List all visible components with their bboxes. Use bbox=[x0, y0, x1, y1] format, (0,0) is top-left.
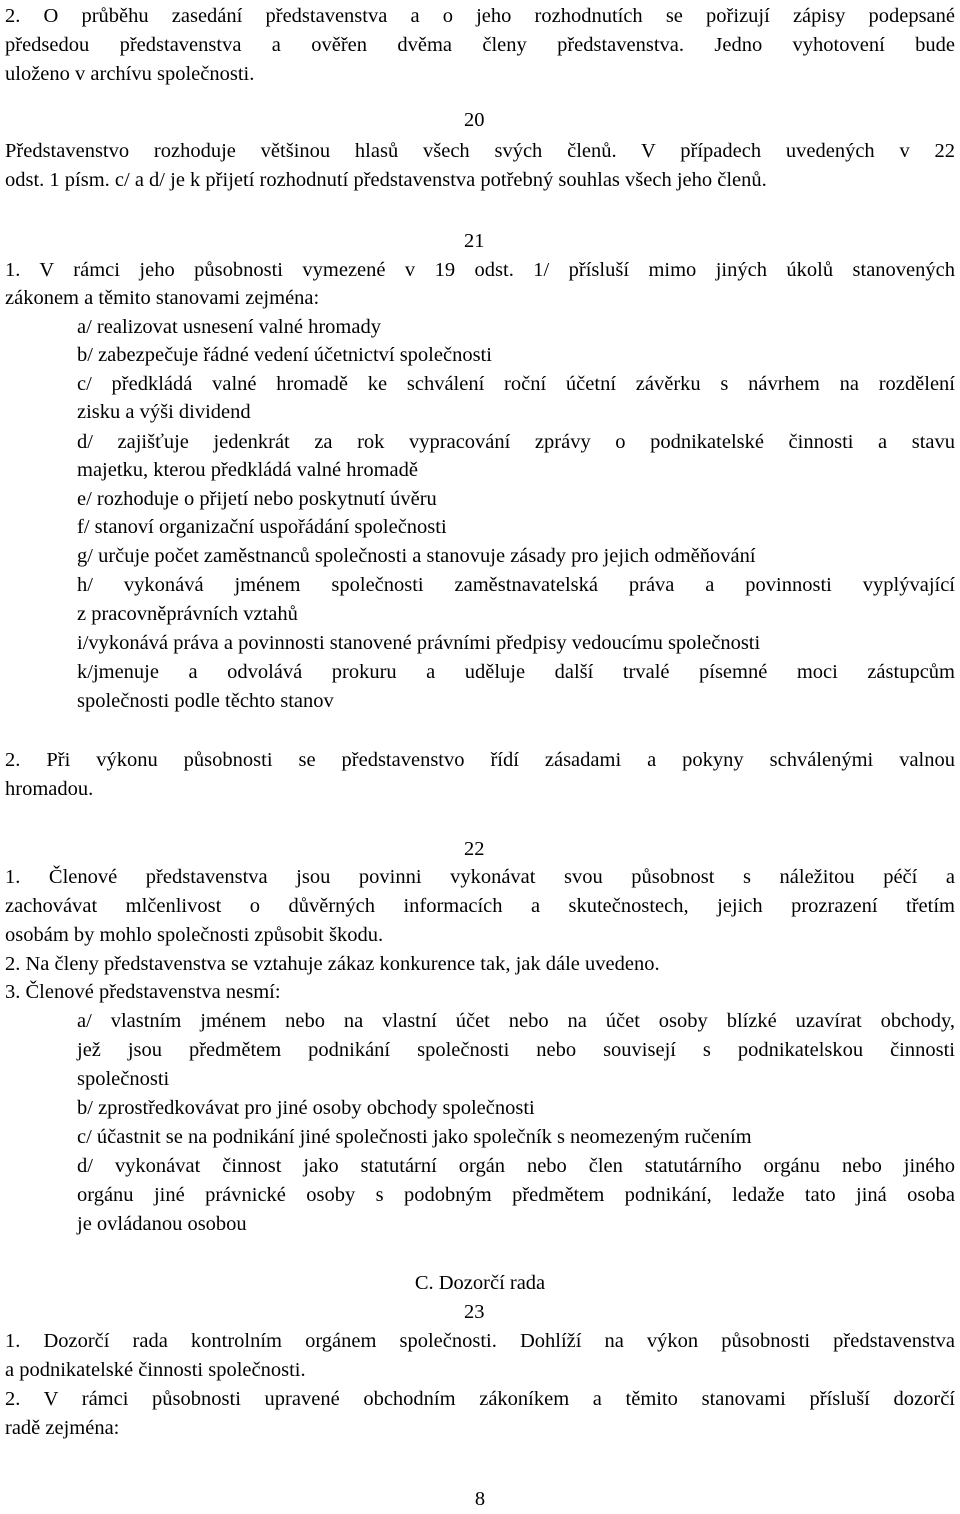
page-number: 8 bbox=[474, 1488, 486, 1510]
text-line: je ovládanou osobou bbox=[77, 1213, 247, 1235]
text-line: 2. O průběhu zasedání představenstva a o jeho rozhodnutích se pořizují zápisy podepsané bbox=[5, 5, 955, 27]
chapter-heading: C. Dozorčí rada bbox=[414, 1272, 546, 1294]
text-line: společnosti podle těchto stanov bbox=[77, 690, 334, 712]
text-line: předsedou představenstva a ověřen dvěma členy představenstva. Jedno vyhotovení bude bbox=[5, 34, 955, 56]
section-heading: 21 bbox=[464, 230, 485, 252]
text-line: k/jmenuje a odvolává prokuru a uděluje další trvalé písemné moci zástupcům bbox=[77, 661, 955, 683]
text-line: odst. 1 písm. c/ a d/ je k přijetí rozhodnutí představenstva potřebný souhlas všech jeho členů. bbox=[5, 169, 767, 191]
text-line: 1. Dozorčí rada kontrolním orgánem společnosti. Dohlíží na výkon působnosti představenstva bbox=[5, 1330, 955, 1352]
section-heading: 20 bbox=[464, 109, 485, 131]
text-line: z pracovněprávních vztahů bbox=[77, 603, 298, 625]
section-heading: 23 bbox=[464, 1301, 485, 1323]
text-line: e/ rozhoduje o přijetí nebo poskytnutí úvěru bbox=[77, 488, 437, 510]
text-line: c/ předkládá valné hromadě ke schválení roční účetní závěrku s návrhem na rozdělení bbox=[77, 373, 955, 395]
text-line: Představenstvo rozhoduje většinou hlasů všech svých členů. V případech uvedených v 22 bbox=[5, 140, 955, 162]
text-line: d/ zajišťuje jedenkrát za rok vypracování zprávy o podnikatelské činnosti a stavu bbox=[77, 431, 955, 453]
text-line: i/vykonává práva a povinnosti stanovené právními předpisy vedoucímu společnosti bbox=[77, 632, 761, 654]
text-line: a podnikatelské činnosti společnosti. bbox=[5, 1359, 306, 1381]
text-line: uloženo v archívu společnosti. bbox=[5, 63, 255, 85]
text-line: zisku a výši dividend bbox=[77, 401, 251, 423]
text-line: 2. Při výkonu působnosti se představenstvo řídí zásadami a pokyny schválenými valnou bbox=[5, 749, 955, 771]
text-line: zachovávat mlčenlivost o důvěrných informacích a skutečnostech, jejich prozrazení třetím bbox=[5, 895, 955, 917]
text-line: 2. Na členy představenstva se vztahuje zákaz konkurence tak, jak dále uvedeno. bbox=[5, 953, 660, 975]
text-line: b/ zabezpečuje řádné vedení účetnictví společnosti bbox=[77, 344, 492, 366]
text-line: 2. V rámci působnosti upravené obchodním zákoníkem a těmito stanovami přísluší dozorčí bbox=[5, 1388, 955, 1410]
text-line: 3. Členové představenstva nesmí: bbox=[5, 981, 281, 1003]
text-line: radě zejména: bbox=[5, 1417, 120, 1439]
section-heading: 22 bbox=[464, 838, 485, 860]
text-line: společnosti bbox=[77, 1068, 170, 1090]
text-line: d/ vykonávat činnost jako statutární orgán nebo člen statutárního orgánu nebo jiného bbox=[77, 1155, 955, 1177]
text-line: b/ zprostředkovávat pro jiné osoby obchody společnosti bbox=[77, 1097, 535, 1119]
text-line: orgánu jiné právnické osoby s podobným předmětem podnikání, ledaže tato jiná osoba bbox=[77, 1184, 955, 1206]
text-line: osobám by mohlo společnosti způsobit škodu. bbox=[5, 924, 384, 946]
text-line: c/ účastnit se na podnikání jiné společnosti jako společník s neomezeným ručením bbox=[77, 1126, 752, 1148]
text-line: h/ vykonává jménem společnosti zaměstnavatelská práva a povinnosti vyplývající bbox=[77, 574, 955, 596]
text-line: jež jsou předmětem podnikání společnosti nebo souvisejí s podnikatelskou činnosti bbox=[77, 1039, 955, 1061]
text-line: a/ realizovat usnesení valné hromady bbox=[77, 316, 381, 338]
text-line: f/ stanoví organizační uspořádání společnosti bbox=[77, 516, 447, 538]
text-line: 1. V rámci jeho působnosti vymezené v 19 odst. 1/ přísluší mimo jiných úkolů stanovených bbox=[5, 259, 955, 281]
text-line: majetku, kterou předkládá valné hromadě bbox=[77, 459, 418, 481]
text-line: hromadou. bbox=[5, 778, 94, 800]
text-line: 1. Členové představenstva jsou povinni vykonávat svou působnost s náležitou péčí a bbox=[5, 866, 955, 888]
text-line: a/ vlastním jménem nebo na vlastní účet nebo na účet osoby blízké uzavírat obchody, bbox=[77, 1010, 955, 1032]
text-line: zákonem a těmito stanovami zejména: bbox=[5, 287, 320, 309]
text-line: g/ určuje počet zaměstnanců společnosti a stanovuje zásady pro jejich odměňování bbox=[77, 545, 756, 567]
